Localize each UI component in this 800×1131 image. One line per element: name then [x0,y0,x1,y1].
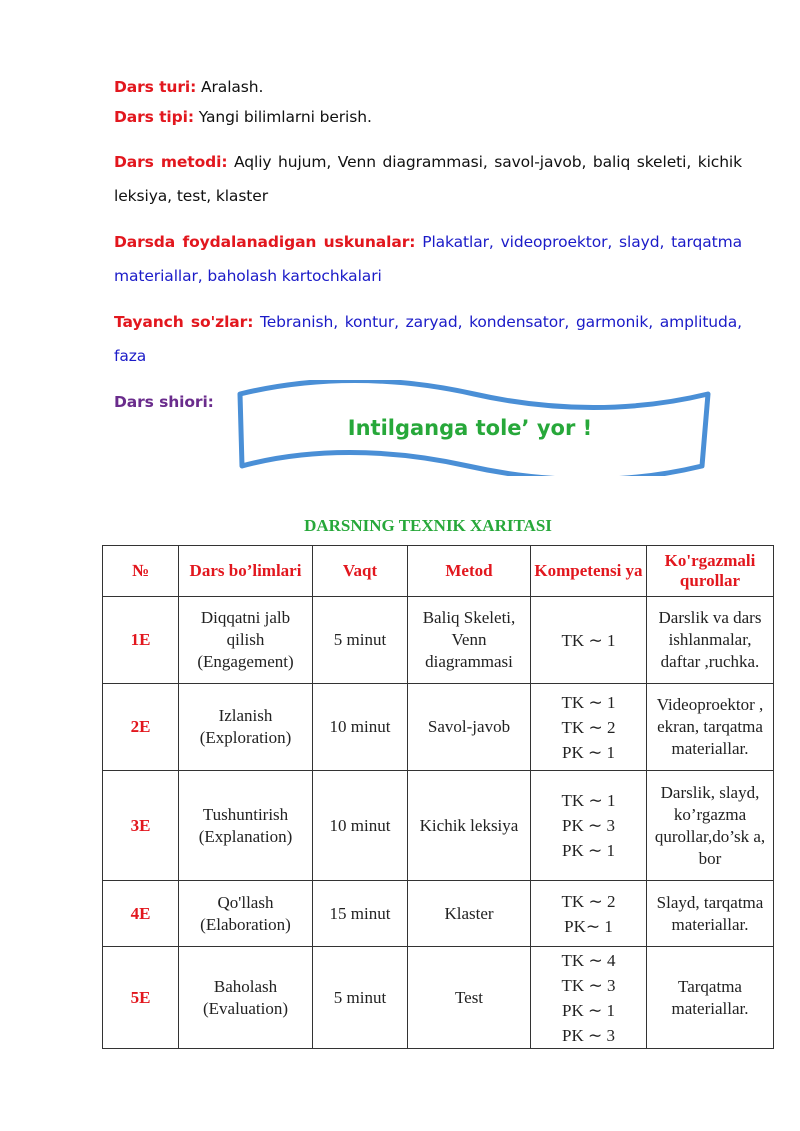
header-tools: Ko'rgazmali qurollar [647,546,774,597]
row-section: Diqqatni jalb qilish (Engagement) [179,597,313,684]
competence-item: TK ∼ 1 [561,630,616,650]
header-number: № [103,546,179,597]
row-section: Izlanish (Exploration) [179,684,313,771]
dars-tipi-value: Yangi bilimlarni berish. [198,108,372,126]
uskunalar-value-2: materiallar, baholash kartochkalari [114,267,382,285]
technical-map-table [102,545,774,1049]
dars-metodi-line-2 [114,187,742,205]
row-method: Baliq Skeleti, Venn diagrammasi [408,597,531,684]
row-section: Tushuntirish (Explanation) [179,771,313,881]
header-competence: Kompetensi ya [531,546,647,597]
row-competence [531,597,647,684]
row-time: 15 minut [313,881,408,947]
competence-item: TK ∼ 2 [561,891,616,911]
table-row [103,597,774,684]
slogan-banner [234,380,718,476]
row-method: Test [408,947,531,1049]
competence-item: TK ∼ 1 [561,791,616,810]
table-row [103,771,774,881]
row-time: 10 minut [313,771,408,881]
header-sections: Dars bo’limlari [179,546,313,597]
competence-item: TK ∼ 3 [561,975,616,995]
competence-item: PK ∼ 3 [562,816,615,835]
dars-tipi-line [114,108,742,126]
dars-turi-value: Aralash. [201,78,264,96]
slogan-text: Intilganga tole’ yor ! [347,416,593,440]
row-competence [531,881,647,947]
table-row [103,684,774,771]
table-title: DARSNING TEXNIK XARITASI [304,516,552,535]
uskunalar-line-2 [114,267,742,285]
competence-item: TK ∼ 4 [561,950,616,970]
tayanch-line-1 [114,313,742,331]
dars-metodi-line-1 [114,153,742,171]
competence-item: PK ∼ 1 [562,742,615,762]
row-time: 5 minut [313,947,408,1049]
tayanch-label: Tayanch so'zlar: [114,313,254,331]
header-method: Metod [408,546,531,597]
dars-turi-label: Dars turi: [114,78,197,96]
competence-item: PK ∼ 1 [562,1000,615,1020]
uskunalar-line-1 [114,233,742,251]
row-competence [531,771,647,881]
row-competence [531,684,647,771]
row-tools: Darslik va dars ishlanmalar, daftar ,ruchka. [647,597,774,684]
row-tools: Videoproektor , ekran, tarqatma materiallar. [647,684,774,771]
row-section: Qo'llash (Elaboration) [179,881,313,947]
row-index: 1E [103,597,179,684]
competence-item: PK ∼ 3 [562,1025,615,1045]
row-time: 10 minut [313,684,408,771]
row-method: Savol-javob [408,684,531,771]
row-tools: Tarqatma materiallar. [647,947,774,1049]
dars-tipi-label: Dars tipi: [114,108,194,126]
row-index: 4E [103,881,179,947]
row-index: 3E [103,771,179,881]
dars-metodi-value-2: leksiya, test, klaster [114,187,268,205]
table-row [103,881,774,947]
table-header-row [103,546,774,597]
uskunalar-value-1: Plakatlar, videoproektor, slayd, tarqatma [422,233,742,251]
row-tools: Slayd, tarqatma materiallar. [647,881,774,947]
row-index: 2E [103,684,179,771]
table-row [103,947,774,1049]
tayanch-value-1: Tebranish, kontur, zaryad, kondensator, garmonik, amplituda, [260,313,742,331]
row-time: 5 minut [313,597,408,684]
tayanch-line-2 [114,347,742,365]
dars-metodi-value-1: Aqliy hujum, Venn diagrammasi, savol-javob, baliq skeleti, kichik [234,153,743,171]
row-method: Klaster [408,881,531,947]
row-competence [531,947,647,1049]
uskunalar-label: Darsda foydalanadigan uskunalar: [114,233,416,251]
dars-metodi-label: Dars metodi: [114,153,228,171]
row-tools: Darslik, slayd, ko’rgazma qurollar,do’sk a, bor [647,771,774,881]
row-section: Baholash (Evaluation) [179,947,313,1049]
competence-item: PK ∼ 1 [562,841,615,860]
competence-item: TK ∼ 2 [561,717,616,737]
competence-item: TK ∼ 1 [561,692,616,712]
tayanch-value-2: faza [114,347,147,365]
competence-item: PK∼ 1 [564,916,613,936]
dars-turi-line [114,78,742,96]
dars-shiori-label: Dars shiori: [114,393,214,411]
row-method: Kichik leksiya [408,771,531,881]
header-time: Vaqt [313,546,408,597]
row-index: 5E [103,947,179,1049]
